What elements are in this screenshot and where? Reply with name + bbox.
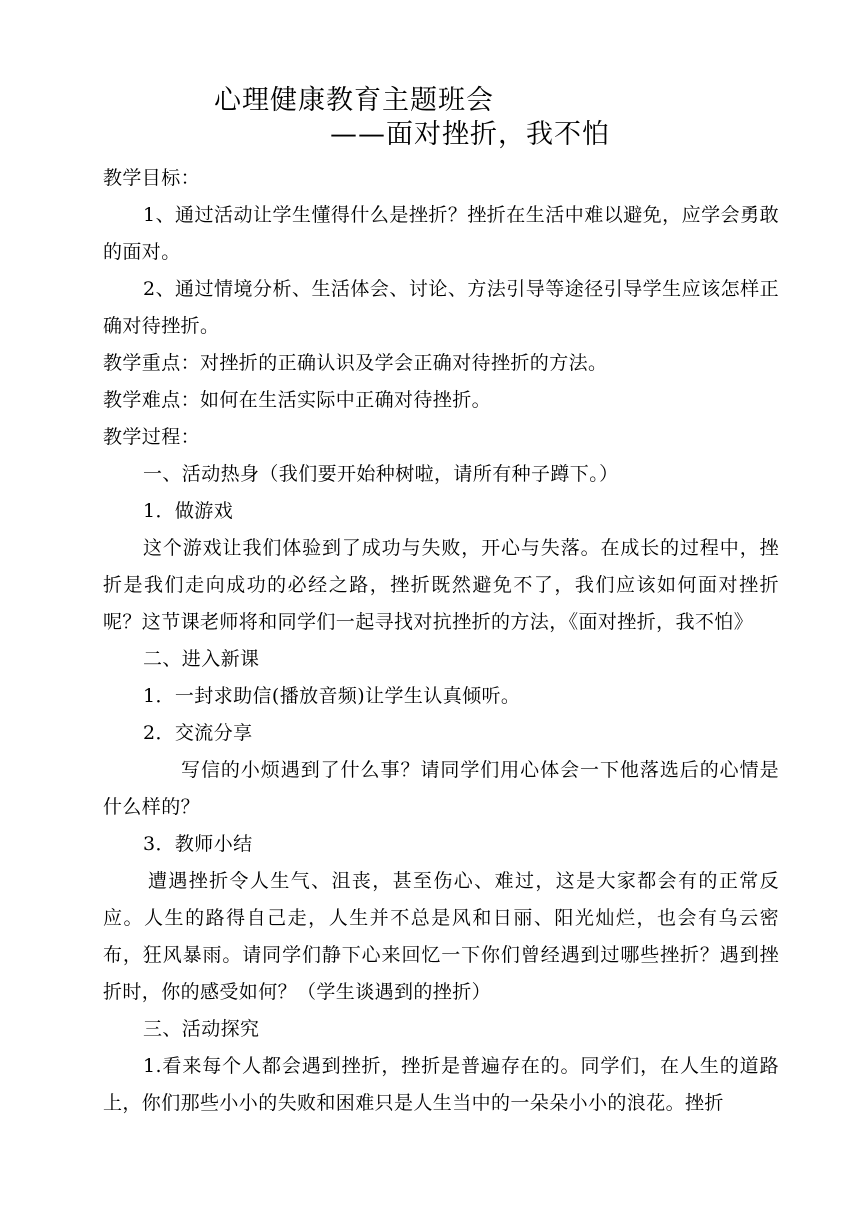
document-body bbox=[103, 160, 779, 1122]
process-step-2-1: 1．一封求助信(播放音频)让学生认真倾听。 bbox=[143, 685, 521, 707]
goal-item-1: 1、通过活动让学生懂得什么是挫折？挫折在生活中难以避免，应学会勇敢的面对。 bbox=[103, 204, 779, 263]
section-heading-teaching-goals: 教学目标： bbox=[103, 167, 201, 189]
process-step-3-1-paragraph: 1.看来每个人都会遇到挫折，挫折是普遍存在的。同学们，在人生的道路上，你们那些小小的失败和困难只是人生当中的一朵朵小小的浪花。挫折 bbox=[103, 1055, 779, 1114]
teaching-focus: 教学重点：对挫折的正确认识及学会正确对待挫折的方法。 bbox=[103, 352, 608, 374]
process-step-2-2: 2．交流分享 bbox=[143, 722, 253, 744]
process-step-3-heading: 三、活动探究 bbox=[143, 1018, 260, 1040]
teaching-difficulty: 教学难点：如何在生活实际中正确对待挫折。 bbox=[103, 389, 492, 411]
process-step-1-paragraph: 这个游戏让我们体验到了成功与失败，开心与失落。在成长的过程中，挫折是我们走向成功的必经之路，挫折既然避免不了，我们应该如何面对挫折呢？这节课老师将和同学们一起寻找对抗挫折的方法，《面对挫折，我不怕》 bbox=[103, 537, 779, 633]
document-title: 心理健康教育主题班会 bbox=[214, 85, 494, 116]
section-heading-teaching-process: 教学过程： bbox=[103, 426, 201, 448]
process-step-1-1: 1．做游戏 bbox=[143, 500, 234, 522]
process-step-2-3-paragraph: 遭遇挫折令人生气、沮丧，甚至伤心、难过，这是大家都会有的正常反应。人生的路得自己走，人生并不总是风和日丽、阳光灿烂，也会有乌云密布，狂风暴雨。请同学们静下心来回忆一下你们曾经遇到过哪些挫折？遇到挫折时，你的感受如何？（学生谈遇到的挫折） bbox=[103, 870, 779, 1003]
process-step-2-3: 3．教师小结 bbox=[143, 833, 253, 855]
document-subtitle: ——面对挫折，我不怕 bbox=[330, 119, 610, 150]
process-step-2-heading: 二、进入新课 bbox=[143, 648, 260, 670]
process-step-2-2-paragraph: 写信的小烦遇到了什么事？请同学们用心体会一下他落选后的心情是什么样的？ bbox=[103, 759, 779, 818]
process-step-1-heading: 一、活动热身（我们要开始种树啦，请所有种子蹲下。） bbox=[143, 463, 619, 485]
goal-item-2: 2、通过情境分析、生活体会、讨论、方法引导等途径引导学生应该怎样正确对待挫折。 bbox=[103, 278, 779, 337]
